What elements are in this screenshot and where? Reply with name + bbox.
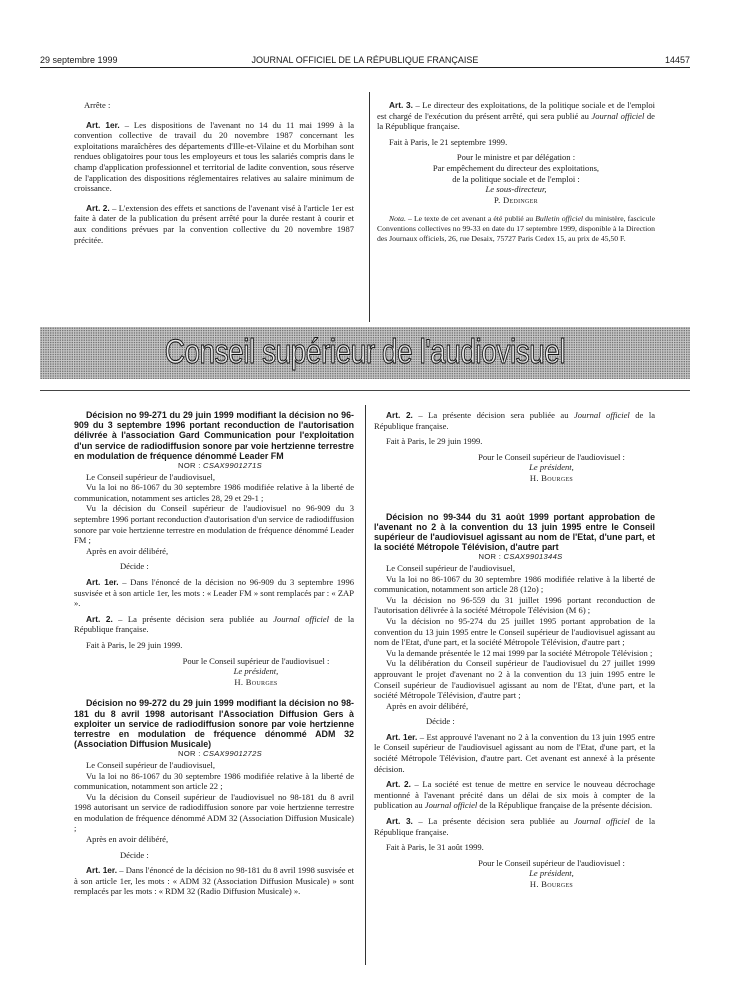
section-title: Conseil supérieur de l'audiovisuel — [164, 333, 566, 371]
signature-line-2: Par empêchement du directeur des exploitations, — [432, 162, 600, 173]
decision-2-para: Après en avoir délibéré, — [86, 834, 169, 845]
decision-3-article-1: Art. 1er. – Est approuvé l'avenant no 2 à la convention du 13 juin 1995 entre le Conseil supérieur de l'audiovisuel agissant au nom de l'Etat, d'une part, et la société Métropole Télévision, d'autre part. Cet avenant est annexé à la présente décision. — [374, 731, 655, 774]
decision-1-para: Après en avoir délibéré, — [86, 545, 169, 556]
decision-3-para: Vu la loi no 86-1067 du 30 septembre 1986 modifiée relative à la liberté de communication, notamment son article 28 (12o) ; — [374, 573, 655, 595]
decision-2-article-1: Art. 1er. – Dans l'énoncé de la décision no 98-181 du 8 avril 1998 susvisée et à son article 1er, les mots : « ADM 32 (Association Diffusion Musicale) » sont remplacés par les mots : « RDM 32 (Radio Diffusion Musicale) ». — [74, 865, 354, 897]
header-rule — [40, 67, 690, 68]
decision-3-para: Vu la décision no 95-274 du 25 juillet 1995 portant approbation de la convention du 13 juin 1995 entre le Conseil supérieur de l'audiovisuel agissant au nom de l'Etat, d'une part, et la société Métropole Télévision, d'autre part ; — [374, 615, 655, 648]
decision-2-title: Décision no 99-272 du 29 juin 1999 modifiant la décision no 98-181 du 8 avril 1998 autorisant l'Association Diffusion Gers à exploiter un service de radiodiffusion sonore par voie hertzienne terrestre en modulation de fréquence dénommé ADM 32 (Association Diffusion Musicale) — [74, 698, 354, 750]
decision-3-article-3: Art. 3. – La présente décision sera publiée au Journal officiel de la République française. — [374, 816, 656, 837]
decision-3-fait: Fait à Paris, le 31 août 1999. — [386, 842, 484, 853]
signature-line-3: de la politique sociale et de l'emploi : — [452, 173, 580, 184]
decision-3-para: Après en avoir délibéré, — [386, 700, 469, 711]
decision-3-signature-name: H. Bourges — [529, 879, 574, 889]
header-page-number: 14457 — [664, 55, 690, 65]
decision-1-title: Décision no 99-271 du 29 juin 1999 modifiant la décision no 96-909 du 3 septembre 1996 portant reconduction de l'autorisation délivrée à l'association Gard Communication pour l'exploitation d'un service de radiodiffusion sonore par voie hertzienne terrestre en modulation de fréquence dénommé Leader FM — [74, 410, 354, 461]
arrete-heading: Arrête : — [84, 100, 111, 110]
decision-3-title: Décision no 99-344 du 31 août 1999 portant approbation de l'avenant no 2 à la convention du 13 juin 1995 entre le Conseil supérieur de l'audiovisuel agissant au nom de l'Etat, d'une part, et la société Métropole Télévision, d'autre part — [374, 511, 655, 553]
top-left-column — [74, 100, 354, 245]
decision-3-signature-line: Pour le Conseil supérieur de l'audiovisuel : — [478, 857, 625, 868]
decision-2-fait: Fait à Paris, le 29 juin 1999. — [386, 436, 483, 447]
arrete-article-1: Art. 1er. – Les dispositions de l'avenant no 14 du 11 mai 1999 à la convention collective de travail du 20 novembre 1987 concernant les exploitations maraîchères des départements d'Ille-et-Vilaine et du Morbihan sont rendues obligatoires pour tous les employeurs et tous les salariés compris dans le champ d'application professionnel et territorial de ladite convention, sous réserve de l'application des dispositions réglementaires relatives au salaire minimum de croissance. — [74, 119, 354, 194]
header-journal-title: JOURNAL OFFICIEL DE LA RÉPUBLIQUE FRANÇAISE — [251, 55, 479, 65]
decision-2-nor: NOR : CSAX9901272S — [178, 749, 262, 759]
decision-2-signature-role: Le président, — [529, 462, 574, 473]
decision-3-para: Vu la demande présentée le 12 mai 1999 par la société Métropole Télévision ; — [386, 647, 653, 658]
decision-2-signature-name: H. Bourges — [529, 472, 574, 483]
arrete-article-3: Art. 3. – Le directeur des exploitations, de la politique sociale et de l'emploi est chargé de l'exécution du présent arrêté, qui sera publié au Journal officiel de la République française. — [377, 100, 656, 132]
top-right-column — [377, 100, 655, 243]
decision-1-article-1: Art. 1er. – Dans l'énoncé de la décision no 96-909 du 3 septembre 1996 susvisée et à son article 1er, les mots : « Leader FM » sont remplacés par : « ZAP ». — [74, 576, 354, 609]
decision-1-signature-name: H. Bourges — [234, 676, 278, 687]
arrete-fait: Fait à Paris, le 21 septembre 1999. — [389, 136, 508, 147]
nota-note: Nota. – Le texte de cet avenant a été publié au Bulletin officiel du ministère, fascicule Conventions collectives no 99-33 en date du 17 septembre 1999, disponible à la Direction des Journaux officiels, 26, rue Desaix, 75727 Paris Cedex 15, au prix de 45,50 F. — [377, 214, 655, 243]
decision-2-para: Vu la décision du Conseil supérieur de l'audiovisuel no 98-181 du 8 avril 1998 autorisant un service de radiodiffusion sonore par voie hertzienne terrestre en modulation de fréquence dénommé ADM 32 (Association Diffusion Musicale) ; — [74, 791, 354, 834]
decision-1-fait: Fait à Paris, le 29 juin 1999. — [86, 639, 183, 650]
decision-1-decide: Décide : — [120, 561, 149, 572]
column-divider-top — [369, 92, 370, 322]
decision-3-para: Vu la décision no 96-559 du 31 juillet 1996 portant reconduction de l'autorisation délivrée à la société Métropole Télévision (M 6) ; — [374, 594, 655, 616]
decision-1-signature-role: Le président, — [233, 666, 279, 677]
decision-1-para: Le Conseil supérieur de l'audiovisuel, — [86, 471, 216, 482]
column-divider-bottom — [365, 405, 366, 965]
decision-3-para: Vu la délibération du Conseil supérieur de l'audiovisuel du 27 juillet 1999 approuvant le projet d'avenant no 2 à la convention du 13 juin 1995 entre le Conseil supérieur de l'audiovisuel agissant au nom de l'Etat, d'une part, et la société Métropole Télévision, d'autre part ; — [374, 658, 655, 701]
signature-role: Le sous-directeur, — [485, 184, 547, 195]
decision-3-decide: Décide : — [426, 716, 455, 727]
decision-1-signature-line: Pour le Conseil supérieur de l'audiovisuel : — [182, 655, 330, 666]
decision-2-signature-line: Pour le Conseil supérieur de l'audiovisuel : — [478, 451, 625, 462]
decision-3-nor: NOR : CSAX9901344S — [478, 552, 563, 562]
decision-1-nor: NOR : CSAX9901271S — [178, 461, 262, 471]
banner-rule — [40, 390, 690, 391]
signature-line-1: Pour le ministre et par délégation : — [456, 152, 576, 163]
section-banner — [40, 327, 690, 379]
bottom-right-column — [374, 410, 655, 890]
decision-1-article-2: Art. 2. – La présente décision sera publiée au Journal officiel de la République française. — [74, 613, 354, 635]
decision-3-signature-role: Le président, — [529, 868, 574, 879]
bottom-left-column — [74, 410, 354, 897]
decision-2-decide: Décide : — [120, 849, 149, 860]
decision-2-para: Vu la loi no 86-1067 du 30 septembre 1986 modifiée relative à la liberté de communication, notamment son article 22 ; — [74, 770, 354, 792]
decision-3-para: Le Conseil supérieur de l'audiovisuel, — [386, 562, 516, 573]
decision-1-para: Vu la loi no 86-1067 du 30 septembre 1986 modifiée relative à la liberté de communication, notamment ses articles 28, 29 et 29-1 ; — [74, 482, 354, 503]
decision-3-article-2: Art. 2. – La société est tenue de mettre en service le nouveau décrochage mentionné à l'avenant précité dans un délai de six mois à compter de la publication au Journal officiel de la République française de la présente décision. — [374, 779, 656, 811]
decision-1-para: Vu la décision du Conseil supérieur de l'audiovisuel no 96-909 du 3 septembre 1996 portant reconduction d'autorisation d'un service de radiodiffusion sonore par voie hertzienne terrestre en modulation de fréquence dénommé Leader FM ; — [74, 503, 354, 546]
header-date: 29 septembre 1999 — [40, 55, 118, 65]
signature-name: P. Dedinger — [494, 194, 538, 205]
decision-2-para: Le Conseil supérieur de l'audiovisuel, — [86, 759, 216, 770]
arrete-article-2: Art. 2. – L'extension des effets et sanctions de l'avenant visé à l'article 1er est faite à dater de la publication du présent arrêté pour la durée restant à courir et aux conditions prévues par la convention collective du 20 novembre 1987 précitée. — [74, 202, 355, 245]
decision-2-article-2: Art. 2. – La présente décision sera publiée au Journal officiel de la République française. — [374, 410, 656, 431]
